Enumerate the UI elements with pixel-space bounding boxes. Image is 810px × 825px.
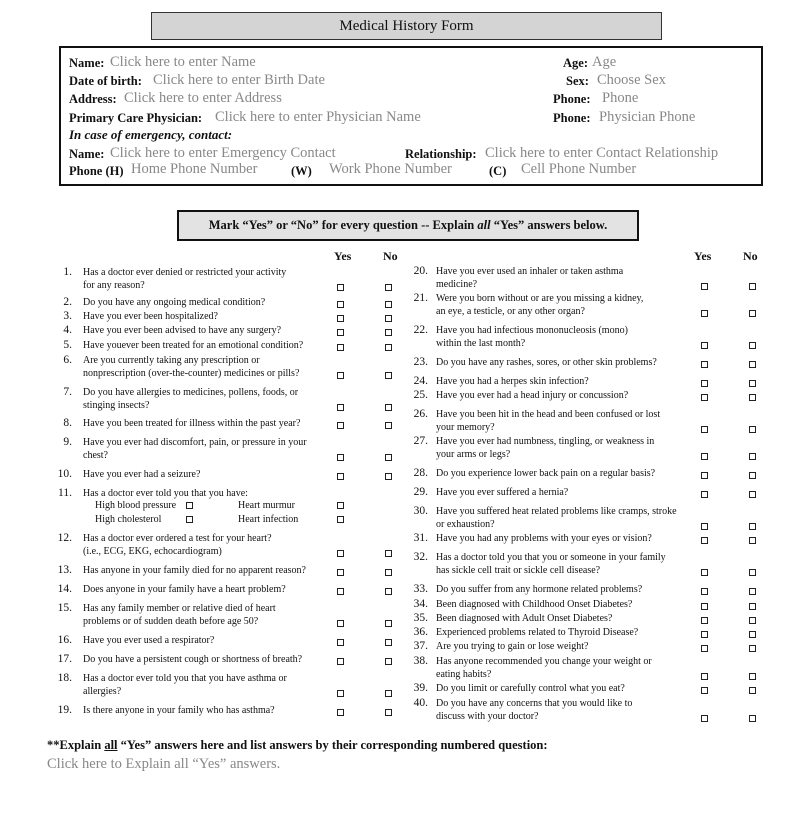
q11-sub-heart-infection: Heart infection — [238, 514, 299, 525]
left-question-text: Do you have a persistent cough or shortness of breath? — [83, 654, 303, 665]
left-question-text: Have you ever used a respirator? — [83, 635, 215, 646]
age-field[interactable]: Age — [592, 54, 617, 70]
q11-sub-heart-murmur: Heart murmur — [238, 500, 295, 511]
right-number-35: 35. — [413, 612, 428, 624]
yes-checkbox-q16[interactable] — [337, 639, 344, 646]
left-number-8: 8. — [63, 417, 72, 429]
emergency-heading: In case of emergency, contact: — [69, 127, 233, 142]
right-question-text: Have you ever had a head injury or concussion? — [436, 390, 629, 401]
sex-dropdown[interactable]: Choose Sex — [597, 72, 666, 88]
right-question-text: Has a doctor told you that you or someone in your family has sickle cell trait or sickle cell disease? — [436, 552, 666, 576]
right-number-31: 31. — [413, 532, 428, 544]
instructions-text-em: all — [477, 218, 491, 232]
no-checkbox-q16[interactable] — [385, 639, 392, 646]
left-number-9: 9. — [63, 436, 72, 448]
no-checkbox-q40[interactable] — [749, 715, 756, 722]
left-question-text: Do you have any ongoing medical condition? — [83, 297, 266, 308]
no-checkbox-q28[interactable] — [749, 472, 756, 479]
no-checkbox-q29[interactable] — [749, 491, 756, 498]
right-question-text: Have you been hit in the head and been confused or lost your memory? — [436, 409, 661, 433]
yes-checkbox-q7[interactable] — [337, 404, 344, 411]
no-checkbox-q33[interactable] — [749, 588, 756, 595]
yes-checkbox-q29[interactable] — [701, 491, 708, 498]
left-question-text: Are you currently taking any prescription or nonprescription (over-the-counter) medicines or pills? — [83, 355, 300, 379]
no-checkbox-q7[interactable] — [385, 404, 392, 411]
yes-checkbox-q27[interactable] — [701, 453, 708, 460]
yes-checkbox-q22[interactable] — [701, 342, 708, 349]
physician-phone-field[interactable]: Physician Phone — [599, 109, 696, 125]
emergency-name-label: Name: — [69, 147, 105, 161]
no-checkbox-q15[interactable] — [385, 620, 392, 627]
work-phone-label: (W) — [291, 164, 312, 178]
right-question-text: Have you ever suffered a hernia? — [436, 487, 569, 498]
yes-checkbox-q20[interactable] — [701, 283, 708, 290]
no-header-right: No — [743, 249, 758, 263]
yes-checkbox-q25[interactable] — [701, 394, 708, 401]
no-checkbox-q1[interactable] — [385, 284, 392, 291]
yes-checkbox-q31[interactable] — [701, 537, 708, 544]
left-number-5: 5. — [63, 339, 72, 351]
yes-checkbox-q2[interactable] — [337, 301, 344, 308]
home-phone-label: Phone (H) — [69, 164, 124, 178]
physician-phone-label: Phone: — [553, 111, 591, 125]
no-checkbox-q14[interactable] — [385, 588, 392, 595]
right-question-text: Do you have any rashes, sores, or other skin problems? — [436, 357, 657, 368]
right-number-30: 30. — [413, 505, 428, 517]
yes-checkbox-q1[interactable] — [337, 284, 344, 291]
right-question-text: Have you had any problems with your eyes or vision? — [436, 533, 652, 544]
yes-checkbox-q12[interactable] — [337, 550, 344, 557]
left-question-text: Has anyone in your family died for no apparent reason? — [83, 565, 306, 576]
right-number-40: 40. — [413, 697, 428, 709]
instructions-banner — [177, 210, 639, 241]
yes-checkbox-q18[interactable] — [337, 690, 344, 697]
cell-phone-field[interactable]: Cell Phone Number — [521, 161, 637, 177]
yes-checkbox-q10[interactable] — [337, 473, 344, 480]
no-checkbox-q22[interactable] — [749, 342, 756, 349]
yes-checkbox-q36[interactable] — [701, 631, 708, 638]
yes-checkbox-q21[interactable] — [701, 310, 708, 317]
right-number-21: 21. — [413, 292, 428, 304]
yes-checkbox-q17[interactable] — [337, 658, 344, 665]
yes-checkbox-q3[interactable] — [337, 315, 344, 322]
no-checkbox-q13[interactable] — [385, 569, 392, 576]
relationship-label: Relationship: — [405, 147, 477, 161]
yes-checkbox-q39[interactable] — [701, 687, 708, 694]
yes-checkbox-q19[interactable] — [337, 709, 344, 716]
right-number-33: 33. — [413, 583, 428, 595]
q11-heart-murmur-checkbox[interactable] — [337, 502, 344, 509]
explain-heading — [47, 738, 548, 753]
q11-high-cholesterol-checkbox[interactable] — [186, 516, 193, 523]
no-checkbox-q21[interactable] — [749, 310, 756, 317]
left-number-10: 10. — [57, 468, 72, 480]
left-question-text: Is there anyone in your family who has asthma? — [83, 705, 275, 716]
explain-field[interactable]: Click here to Explain all “Yes” answers. — [47, 756, 281, 772]
right-question-text: Have you had a herpes skin infection? — [436, 376, 589, 387]
no-checkbox-q35[interactable] — [749, 617, 756, 624]
emergency-name-field[interactable]: Click here to enter Emergency Contact — [110, 145, 336, 161]
explain-heading-u: all — [104, 738, 118, 752]
physician-label: Primary Care Physician: — [69, 111, 203, 125]
q11-sub-high-cholesterol: High cholesterol — [95, 514, 162, 525]
yes-checkbox-q32[interactable] — [701, 569, 708, 576]
home-phone-field[interactable]: Home Phone Number — [131, 161, 258, 177]
yes-checkbox-q15[interactable] — [337, 620, 344, 627]
left-question-text: Do you have allergies to medicines, pollens, foods, or stinging insects? — [83, 387, 299, 411]
no-checkbox-q9[interactable] — [385, 454, 392, 461]
left-question-text: Have you been treated for illness within the past year? — [83, 418, 301, 429]
right-question-text: Have you ever had numbness, tingling, or weakness in your arms or legs? — [436, 436, 655, 460]
left-question-text: Has a doctor ever denied or restricted your activity for any reason? — [83, 267, 287, 291]
right-number-27: 27. — [413, 435, 428, 447]
right-number-20: 20. — [413, 265, 428, 277]
left-question-text: Have you ever had a seizure? — [83, 469, 201, 480]
yes-checkbox-q8[interactable] — [337, 422, 344, 429]
no-checkbox-q27[interactable] — [749, 453, 756, 460]
no-checkbox-q8[interactable] — [385, 422, 392, 429]
physician-field[interactable]: Click here to enter Physician Name — [215, 109, 421, 125]
yes-checkbox-q23[interactable] — [701, 361, 708, 368]
left-question-text: Has a doctor ever ordered a test for your heart? (i.e., ECG, EKG, echocardiogram) — [83, 533, 272, 557]
yes-checkbox-q37[interactable] — [701, 645, 708, 652]
yes-checkbox-q30[interactable] — [701, 523, 708, 530]
no-checkbox-q23[interactable] — [749, 361, 756, 368]
right-question-text: Has anyone recommended you change your weight or eating habits? — [436, 656, 652, 680]
yes-checkbox-q40[interactable] — [701, 715, 708, 722]
no-checkbox-q30[interactable] — [749, 523, 756, 530]
no-checkbox-q6[interactable] — [385, 372, 392, 379]
yes-checkbox-q13[interactable] — [337, 569, 344, 576]
yes-checkbox-q9[interactable] — [337, 454, 344, 461]
yes-checkbox-q5[interactable] — [337, 344, 344, 351]
left-question-text: Have you ever been hospitalized? — [83, 311, 218, 322]
age-label: Age: — [563, 56, 588, 70]
no-checkbox-q18[interactable] — [385, 690, 392, 697]
right-number-29: 29. — [413, 486, 428, 498]
left-number-7: 7. — [63, 386, 72, 398]
q11-heart-infection-checkbox[interactable] — [337, 516, 344, 523]
left-number-15: 15. — [57, 602, 72, 614]
left-number-14: 14. — [57, 583, 72, 595]
right-number-39: 39. — [413, 682, 428, 694]
left-question-text: Has a doctor ever told you that you have: — [83, 488, 248, 499]
explain-heading-b: “Yes” answers here and list answers by their corresponding numbered question: — [117, 738, 548, 752]
no-checkbox-q25[interactable] — [749, 394, 756, 401]
no-checkbox-q17[interactable] — [385, 658, 392, 665]
dob-label: Date of birth: — [69, 74, 142, 88]
no-checkbox-q31[interactable] — [749, 537, 756, 544]
left-number-2: 2. — [63, 296, 72, 308]
name-field[interactable]: Click here to enter Name — [110, 54, 256, 70]
right-question-text: Been diagnosed with Adult Onset Diabetes? — [436, 613, 613, 624]
no-checkbox-q3[interactable] — [385, 315, 392, 322]
no-checkbox-q24[interactable] — [749, 380, 756, 387]
left-question-text: Does anyone in your family have a heart problem? — [83, 584, 286, 595]
right-number-22: 22. — [413, 324, 428, 336]
left-number-6: 6. — [63, 354, 72, 366]
no-checkbox-q38[interactable] — [749, 673, 756, 680]
no-checkbox-q5[interactable] — [385, 344, 392, 351]
yes-checkbox-q24[interactable] — [701, 380, 708, 387]
no-checkbox-q20[interactable] — [749, 283, 756, 290]
left-question-text: Have you ever been advised to have any surgery? — [83, 325, 282, 336]
right-number-24: 24. — [413, 375, 428, 387]
right-number-23: 23. — [413, 356, 428, 368]
yes-checkbox-q33[interactable] — [701, 588, 708, 595]
yes-checkbox-q26[interactable] — [701, 426, 708, 433]
q11-high-blood-pressure-checkbox[interactable] — [186, 502, 193, 509]
cell-phone-label: (C) — [489, 164, 507, 178]
yes-checkbox-q4[interactable] — [337, 329, 344, 336]
no-checkbox-q12[interactable] — [385, 550, 392, 557]
relationship-field[interactable]: Click here to enter Contact Relationship — [485, 145, 719, 161]
right-number-28: 28. — [413, 467, 428, 479]
yes-checkbox-q35[interactable] — [701, 617, 708, 624]
instructions-text-b: “Yes” answers below. — [490, 218, 608, 232]
work-phone-field[interactable]: Work Phone Number — [329, 161, 452, 177]
no-checkbox-q2[interactable] — [385, 301, 392, 308]
right-question-text: Do you suffer from any hormone related problems? — [436, 584, 643, 595]
no-checkbox-q4[interactable] — [385, 329, 392, 336]
left-number-17: 17. — [57, 653, 72, 665]
right-number-32: 32. — [413, 551, 428, 563]
right-number-34: 34. — [413, 598, 428, 610]
right-question-text: Do you have any concerns that you would like to discuss with your doctor? — [436, 698, 633, 722]
address-label: Address: — [69, 92, 117, 106]
left-question-text: Have youever been treated for an emotional condition? — [83, 340, 304, 351]
left-number-1: 1. — [63, 266, 72, 278]
right-number-36: 36. — [413, 626, 428, 638]
name-label: Name: — [69, 56, 105, 70]
left-number-16: 16. — [57, 634, 72, 646]
no-checkbox-q36[interactable] — [749, 631, 756, 638]
sex-label: Sex: — [566, 74, 589, 88]
dob-field[interactable]: Click here to enter Birth Date — [153, 72, 325, 88]
no-checkbox-q19[interactable] — [385, 709, 392, 716]
explain-heading-a: **Explain — [47, 738, 105, 752]
phone-field[interactable]: Phone — [602, 90, 639, 106]
yes-header-right: Yes — [694, 249, 712, 263]
right-number-37: 37. — [413, 640, 428, 652]
left-number-11: 11. — [58, 487, 72, 499]
no-checkbox-q10[interactable] — [385, 473, 392, 480]
left-question-text: Has any family member or relative died of heart problems or of sudden death before age 50? — [83, 603, 276, 627]
yes-checkbox-q34[interactable] — [701, 603, 708, 610]
right-question-text: Are you trying to gain or lose weight? — [436, 641, 589, 652]
left-number-18: 18. — [57, 672, 72, 684]
q11-sub-high-blood-pressure: High blood pressure — [95, 500, 177, 511]
left-number-12: 12. — [57, 532, 72, 544]
no-checkbox-q37[interactable] — [749, 645, 756, 652]
left-number-3: 3. — [63, 310, 72, 322]
yes-checkbox-q6[interactable] — [337, 372, 344, 379]
right-question-text: Were you born without or are you missing a kidney, an eye, a testicle, or any other organ? — [436, 293, 644, 317]
no-checkbox-q26[interactable] — [749, 426, 756, 433]
left-number-4: 4. — [63, 324, 72, 336]
left-number-13: 13. — [57, 564, 72, 576]
phone-label: Phone: — [553, 92, 591, 106]
right-question-text: Have you ever used an inhaler or taken asthma medicine? — [436, 266, 624, 290]
yes-checkbox-q28[interactable] — [701, 472, 708, 479]
no-checkbox-q39[interactable] — [749, 687, 756, 694]
yes-checkbox-q38[interactable] — [701, 673, 708, 680]
yes-checkbox-q14[interactable] — [337, 588, 344, 595]
right-question-text: Do you experience lower back pain on a regular basis? — [436, 468, 656, 479]
left-question-text: Has a doctor ever told you that you have asthma or allergies? — [83, 673, 287, 697]
instructions-text-a: Mark “Yes” or “No” for every question -- Explain — [208, 218, 478, 232]
right-question-text: Have you suffered heat related problems like cramps, stroke or exhaustion? — [436, 506, 677, 530]
no-checkbox-q32[interactable] — [749, 569, 756, 576]
form-title: Medical History Form — [151, 12, 662, 40]
yes-header-left: Yes — [334, 249, 352, 263]
right-number-38: 38. — [413, 655, 428, 667]
right-number-25: 25. — [413, 389, 428, 401]
address-field[interactable]: Click here to enter Address — [124, 90, 282, 106]
left-question-text: Have you ever had discomfort, pain, or pressure in your chest? — [83, 437, 307, 461]
left-number-19: 19. — [57, 704, 72, 716]
no-checkbox-q34[interactable] — [749, 603, 756, 610]
right-question-text: Do you limit or carefully control what you eat? — [436, 683, 625, 694]
right-question-text: Experienced problems related to Thyroid Disease? — [436, 627, 639, 638]
right-question-text: Been diagnosed with Childhood Onset Diabetes? — [436, 599, 633, 610]
right-number-26: 26. — [413, 408, 428, 420]
no-header-left: No — [383, 249, 398, 263]
right-question-text: Have you had infectious mononucleosis (mono) within the last month? — [436, 325, 628, 349]
